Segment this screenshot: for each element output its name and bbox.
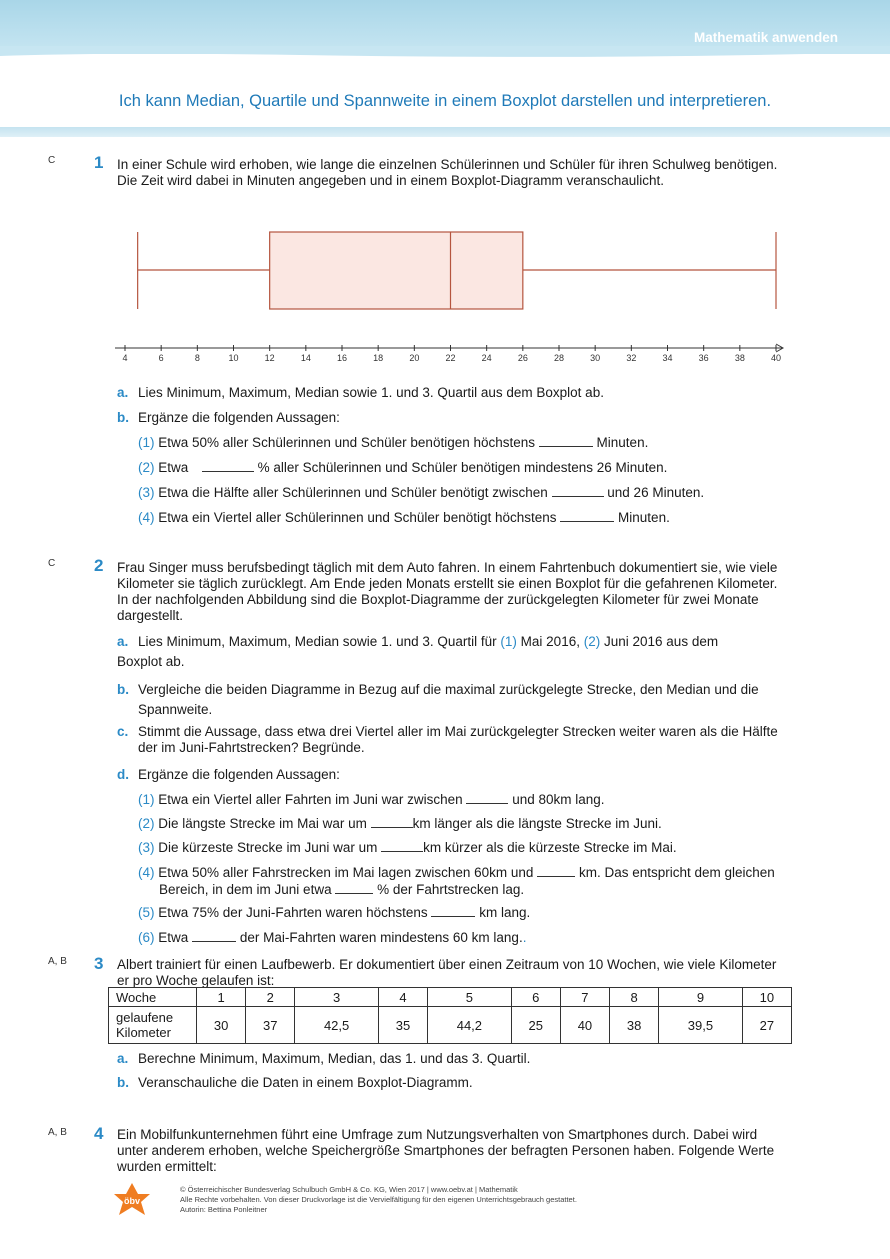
task-3b-text: Veranschauliche die Daten in einem Boxplot-Diagramm. — [138, 1075, 473, 1090]
task-2d-item-6 — [138, 929, 788, 946]
item-number: (3) — [138, 840, 155, 855]
task-2a-text: Lies Minimum, Maximum, Median sowie 1. und 3. Quartil für — [138, 634, 497, 649]
task-2c-text: Stimmt die Aussage, dass etwa drei Viertel aller im Mai zurückgelegter Strecken weiter waren als die Hälfte der im Juni-Fahrtstrecken? Begründe. — [138, 724, 778, 755]
table-cell: 1 — [197, 988, 246, 1007]
table-cell: 44,2 — [428, 1007, 512, 1044]
header-label: Mathematik anwenden — [693, 30, 838, 45]
task-1b-item-1 — [138, 434, 788, 451]
x-tick-label: 36 — [698, 353, 709, 363]
item-text-pre: Die kürzeste Strecke im Juni war um — [158, 840, 378, 855]
table-cell: 9 — [659, 988, 743, 1007]
task-2d-item-1 — [138, 791, 788, 808]
table-cell: 6 — [511, 988, 560, 1007]
task-3-text: Albert trainiert für einen Laufbewerb. Er dokumentiert über einen Zeitraum von 10 Wochen, wie viele Kilometer er pro Woche gelaufen ist: — [117, 957, 777, 988]
task-2d-text: Ergänze die folgenden Aussagen: — [138, 767, 340, 782]
x-tick-label: 20 — [409, 353, 420, 363]
task-1-text: In einer Schule wird erhoben, wie lange die einzelnen Schülerinnen und Schüler für ihren Schulweg benötigen. Die Zeit wird dabei in Minuten angegeben und in einem Boxplot-Diagramm veranschaulicht. — [117, 157, 778, 188]
task-3b — [117, 1073, 787, 1093]
x-tick-label: 30 — [590, 353, 601, 363]
x-tick-label: 26 — [517, 353, 528, 363]
item-number: (6) — [138, 930, 155, 945]
x-tick-label: 28 — [553, 353, 565, 363]
table-row — [109, 1007, 792, 1044]
logo-text: öbv — [123, 1196, 141, 1206]
task-2d-letter: d. — [117, 767, 129, 782]
x-tick-label: 32 — [626, 353, 637, 363]
task-1a-text: Lies Minimum, Maximum, Median sowie 1. und 3. Quartil aus dem Boxplot ab. — [138, 385, 604, 400]
task-2d-item-2 — [138, 815, 788, 832]
table-cell: 27 — [742, 1007, 791, 1044]
fill-blank[interactable] — [431, 904, 475, 917]
x-tick-label: 18 — [373, 353, 384, 363]
task-1b-item-4 — [138, 509, 788, 526]
task-3b-letter: b. — [117, 1075, 129, 1090]
item-text-post: Minuten. — [596, 435, 649, 450]
task-1a — [117, 383, 787, 403]
task-1b-letter: b. — [117, 410, 129, 425]
item-text-pre: Etwa 75% der Juni-Fahrten waren höchstens — [158, 905, 428, 920]
item-number: (3) — [138, 485, 155, 500]
item-text-post: und 80km lang. — [512, 792, 605, 807]
item-number: (1) — [138, 792, 155, 807]
x-tick-label: 24 — [481, 353, 492, 363]
x-tick-label: 14 — [300, 353, 311, 363]
page-title: Ich kann Median, Quartile und Spannweite in einem Boxplot darstellen und interpretieren. — [118, 92, 772, 110]
task-2c-letter: c. — [117, 724, 129, 739]
table-cell: 39,5 — [659, 1007, 743, 1044]
footer-author: Autorin: Bettina Ponleitner — [180, 1205, 268, 1214]
item-number: (5) — [138, 905, 155, 920]
task-2a-n2: (2) — [583, 634, 601, 649]
table-header-cell: Woche — [109, 988, 197, 1007]
item-number: (1) — [138, 435, 155, 450]
task-1-number: 1 — [94, 153, 104, 172]
x-tick-label: 6 — [158, 353, 164, 363]
fill-blank[interactable] — [466, 791, 508, 804]
task-3a — [117, 1049, 787, 1069]
task-2d — [117, 765, 787, 785]
table-cell: 2 — [246, 988, 295, 1007]
task-2a-letter: a. — [117, 634, 129, 649]
item-number: (4) — [138, 865, 155, 880]
task-1b-item-3 — [138, 484, 788, 501]
x-tick-label: 12 — [264, 353, 275, 363]
item-text-post: und 26 Minuten. — [607, 485, 705, 500]
task-1b — [117, 408, 787, 428]
item-text-pre: Etwa — [158, 460, 189, 475]
x-tick-label: 34 — [662, 353, 673, 363]
fill-blank[interactable] — [381, 839, 423, 852]
running-table — [108, 987, 792, 1044]
item-text-mid: km. Das entspricht dem gleichen Bereich, in dem im Juni etwa — [159, 865, 775, 897]
item-text-pre: Etwa ein Viertel aller Fahrten im Juni war zwischen — [158, 792, 463, 807]
x-tick-label: 10 — [228, 353, 239, 363]
task-4-number: 4 — [94, 1124, 104, 1143]
fill-blank[interactable] — [192, 929, 236, 942]
task-4-text: Ein Mobilfunkunternehmen führt eine Umfrage zum Nutzungsverhalten von Smartphones durch. Dabei wird unter anderem erhoben, welche Speichergröße Smartphones der befragten Personen haben. Folgende Werte wurden ermittelt: — [117, 1127, 775, 1174]
x-tick-label: 8 — [194, 353, 200, 363]
fill-blank[interactable] — [202, 459, 254, 472]
item-text-pre: Die längste Strecke im Mai war um — [158, 816, 367, 831]
task-3-number: 3 — [94, 954, 104, 973]
oebv-logo — [112, 1183, 152, 1219]
task-2a-n1: (1) — [500, 634, 517, 649]
task-1-category: C — [48, 155, 56, 166]
task-2-number: 2 — [94, 556, 104, 575]
item-text-pre: Etwa ein Viertel aller Schülerinnen und Schüler benötigt höchstens — [158, 510, 557, 525]
x-tick-label: 22 — [445, 353, 456, 363]
title-divider — [0, 127, 890, 137]
table-cell: 38 — [610, 1007, 659, 1044]
fill-blank[interactable] — [371, 815, 413, 828]
task-1b-text: Ergänze die folgenden Aussagen: — [138, 410, 340, 425]
item-text-post: Minuten. — [618, 510, 670, 525]
task-1b-item-2 — [138, 459, 788, 476]
task-2a — [117, 632, 762, 671]
x-tick-label: 38 — [734, 353, 745, 363]
task-2c — [117, 724, 788, 756]
boxplot-box — [270, 232, 523, 309]
table-cell: 35 — [378, 1007, 427, 1044]
task-2-text: Frau Singer muss berufsbedingt täglich mit dem Auto fahren. In einem Fahrtenbuch dokumentiert sie, wie viele Kilometer sie täglich zurücklegt. Am Ende jeden Monats erstellt sie einen Boxplot für die gefahrenen Kilometer. In der nachfolgenden Abbildung sind die Boxplot-Diagramme der zurückgelegten Kilometer für zwei Monate dargestellt. — [117, 560, 778, 623]
fill-blank[interactable] — [560, 509, 614, 522]
footer-copyright: © Österreichischer Bundesverlag Schulbuch GmbH & Co. KG, Wien 2017 | www.oebv.at | Mathematik — [180, 1185, 518, 1194]
task-2b-text: Vergleiche die beiden Diagramme in Bezug auf die maximal zurückgelegte Strecke, den Median und die Spannweite. — [138, 682, 759, 717]
task-2b — [117, 680, 788, 719]
table-cell: 4 — [378, 988, 427, 1007]
item-text-post: km lang. — [479, 905, 531, 920]
x-tick-label: 16 — [336, 353, 348, 363]
item-text-pre: Etwa — [158, 930, 189, 945]
table-cell: 3 — [295, 988, 379, 1007]
task-2-category: C — [48, 558, 56, 569]
table-cell: 25 — [511, 1007, 560, 1044]
item-number: (2) — [138, 816, 155, 831]
task-3a-letter: a. — [117, 1051, 129, 1066]
fill-blank[interactable] — [552, 484, 604, 497]
task-2a-post: Juni 2016 aus dem Boxplot ab. — [117, 634, 719, 669]
item-text-post: % der Fahrtstrecken lag. — [377, 882, 525, 897]
fill-blank[interactable] — [539, 434, 593, 447]
table-cell: 5 — [428, 988, 512, 1007]
task-1a-letter: a. — [117, 385, 129, 400]
task-2d-item-5 — [138, 904, 788, 921]
table-cell: 42,5 — [295, 1007, 379, 1044]
boxplot-chart — [110, 222, 790, 367]
item-text-post: km länger als die längste Strecke im Juni. — [412, 816, 662, 831]
table-row — [109, 988, 792, 1007]
table-cell: 30 — [197, 1007, 246, 1044]
header-wave — [0, 46, 890, 60]
task-3-category: A, B — [48, 956, 67, 967]
task-2d-item-4 — [138, 864, 779, 898]
final-dot: . — [522, 930, 527, 945]
item-text-post: % aller Schülerinnen und Schüler benötigen mindestens 26 Minuten. — [257, 460, 668, 475]
item-text-pre: Etwa die Hälfte aller Schülerinnen und Schüler benötigt zwischen — [158, 485, 548, 500]
item-text-pre: Etwa 50% aller Fahrstrecken im Mai lagen zwischen 60km und — [158, 865, 534, 880]
item-text-post: km kürzer als die kürzeste Strecke im Mai. — [423, 840, 677, 855]
table-cell: 7 — [560, 988, 609, 1007]
task-4-category: A, B — [48, 1127, 67, 1138]
table-cell: 10 — [742, 988, 791, 1007]
x-tick-label: 40 — [770, 353, 782, 363]
item-number: (2) — [138, 460, 155, 475]
x-tick-label: 4 — [122, 353, 128, 363]
fill-blank[interactable] — [335, 881, 373, 894]
table-cell: 8 — [610, 988, 659, 1007]
footer-rights: Alle Rechte vorbehalten. Von dieser Druckvorlage ist die Vervielfältigung für den eigenen Unterrichtsgebrauch gestattet. — [180, 1195, 577, 1204]
task-2a-mid: Mai 2016, — [520, 634, 580, 649]
task-3a-text: Berechne Minimum, Maximum, Median, das 1. und das 3. Quartil. — [138, 1051, 531, 1066]
footer — [180, 1185, 680, 1215]
item-number: (4) — [138, 510, 155, 525]
fill-blank[interactable] — [537, 864, 575, 877]
table-cell: 40 — [560, 1007, 609, 1044]
task-2d-item-3 — [138, 839, 788, 856]
task-2b-letter: b. — [117, 682, 129, 697]
item-text-pre: Etwa 50% aller Schülerinnen und Schüler benötigen höchstens — [158, 435, 536, 450]
table-header-cell: gelaufene Kilometer — [109, 1007, 197, 1044]
item-text-post: der Mai-Fahrten waren mindestens 60 km lang. — [239, 930, 523, 945]
table-cell: 37 — [246, 1007, 295, 1044]
